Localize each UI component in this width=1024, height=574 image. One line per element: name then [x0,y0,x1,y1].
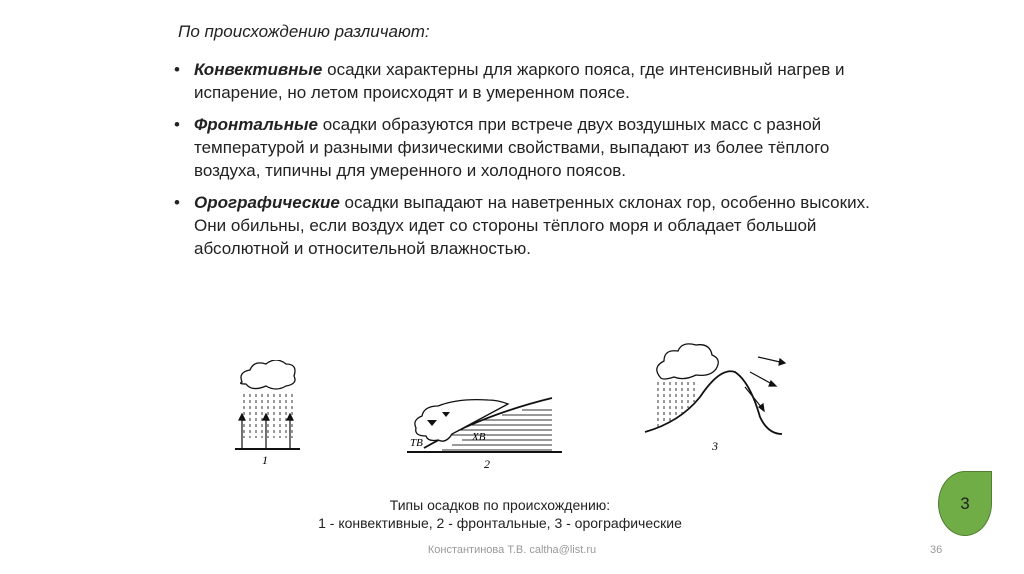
bullet-list [174,58,874,269]
bullet-term: Конвективные [194,60,323,79]
slide-title: По происхождению различают: [178,22,430,41]
section-badge-label: 3 [960,493,970,513]
bullet-icon: • [174,193,180,212]
figure-1-label: 1 [262,453,268,467]
bullet-text: осадки выпадают на наветренных склонах гор, особенно высоких. Они обильны, если воздух идет со стороны тёплого моря и обладает большой абсолютной и относительной влажностью. [194,193,870,258]
bullet-term: Фронтальные [194,115,318,134]
figure-frontal [402,390,567,475]
warm-air-label: ТВ [410,437,423,449]
bullet-term: Орографические [194,193,340,212]
caption-line-2: 1 - конвективные, 2 - фронтальные, 3 - орографические [318,515,682,531]
footer-author: Константинова Т.В. caltha@list.ru [427,544,597,556]
bullet-icon: • [174,115,180,134]
figure-convective [230,360,310,470]
bullet-text: осадки образуются при встрече двух воздушных масс с разной температурой и разными физическими свойствами, выпадают из более тёплого воздуха, типичны для умеренного и холодного поясов. [194,115,830,180]
bullet-item [174,113,874,182]
caption-line-1: Типы осадков по происхождению: [389,497,611,513]
bullet-item [174,191,874,260]
bullet-item [174,58,874,104]
section-badge [938,471,992,536]
bullet-icon: • [174,60,180,79]
bullet-text: осадки характерны для жаркого пояса, где интенсивный нагрев и испарение, но летом происходят и в умеренном поясе. [194,60,845,102]
figure-3-label: 3 [712,439,718,453]
cold-air-label: ХВ [472,431,486,443]
page-number: 36 [930,544,943,556]
figure-orographic [640,342,790,457]
figure-2-label: 2 [484,457,490,471]
